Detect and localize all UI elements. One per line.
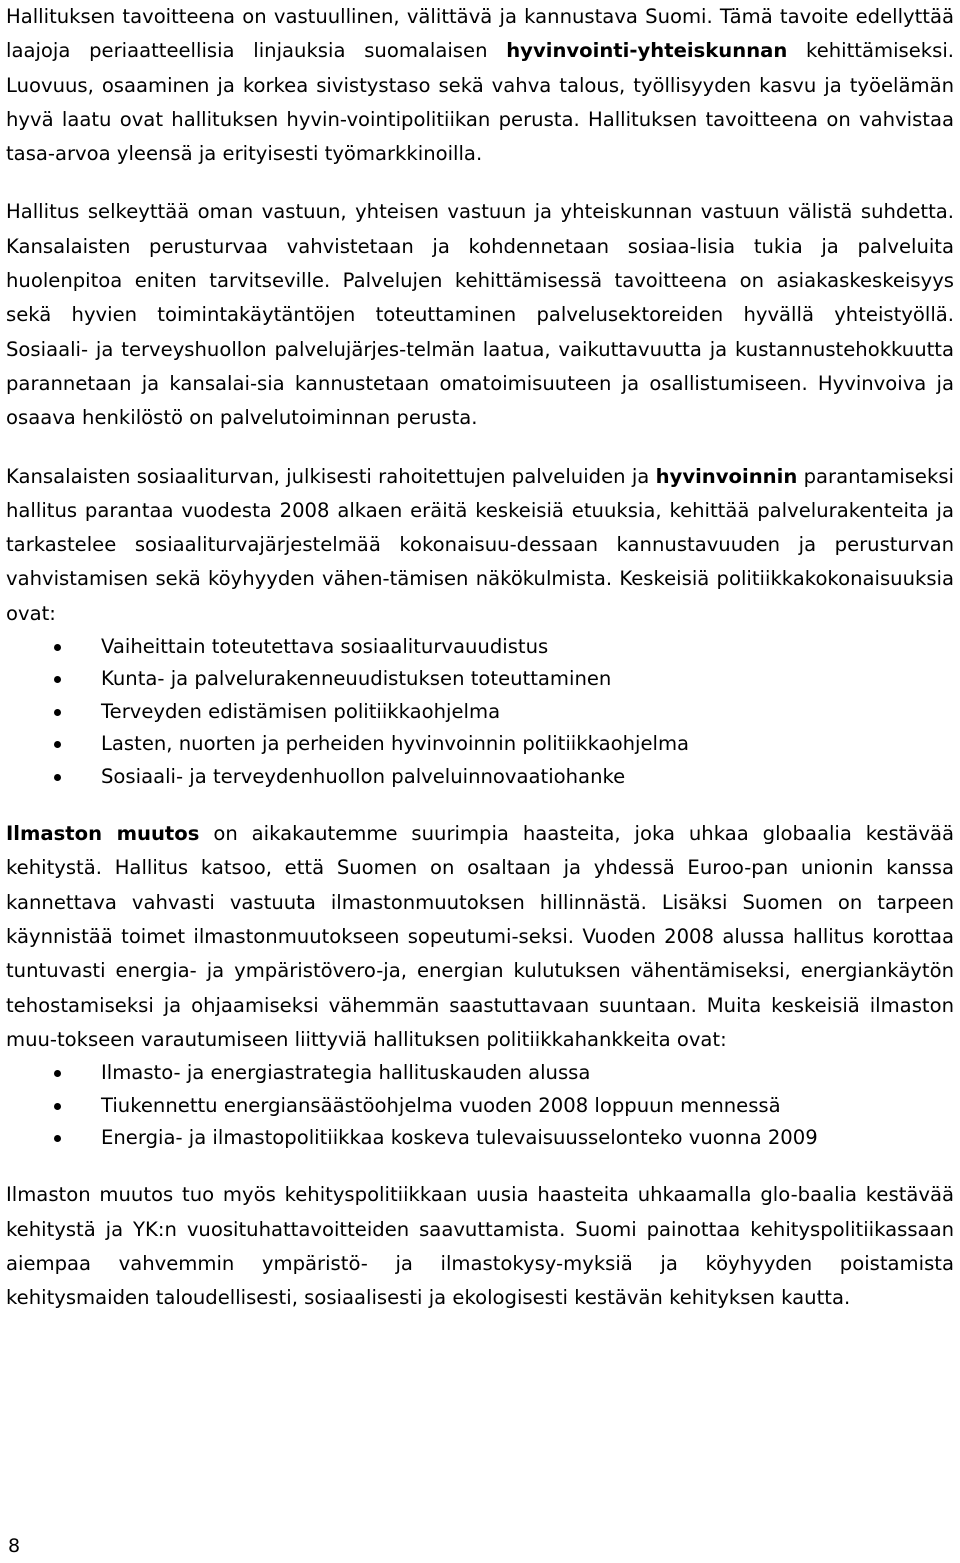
paragraph-responsibility [6, 195, 954, 435]
list-item: Sosiaali- ja terveydenhuollon palveluinnovaatiohanke [6, 761, 954, 793]
list-item: Terveyden edistämisen politiikkaohjelma [6, 696, 954, 728]
document-body [6, 0, 954, 1340]
list-item: Tiukennettu energiansäästöohjelma vuoden 2008 loppuun mennessä [6, 1090, 954, 1122]
list-item: Vaiheittain toteutettava sosiaaliturvauudistus [6, 631, 954, 663]
bold-term-ilmaston-muutos: Ilmaston muutos [6, 822, 200, 846]
paragraph-social-security [6, 460, 954, 631]
paragraph-government-goal [6, 0, 954, 171]
welfare-policy-list [6, 631, 954, 793]
bold-term-hyvinvointiyhteiskunnan: hyvinvointi-yhteiskunnan [506, 39, 788, 63]
paragraph-text: Kansalaisten sosiaaliturvan, julkisesti rahoitettujen palveluiden ja [6, 464, 656, 488]
climate-policy-list [6, 1057, 954, 1154]
list-item: Energia- ja ilmastopolitiikkaa koskeva tulevaisuusselonteko vuonna 2009 [6, 1122, 954, 1154]
paragraph-text: parantamiseksi hallitus parantaa vuodesta 2008 alkaen eräitä keskeisiä etuuksia, kehittää palvelurakenteita ja tarkastelee sosiaaliturvajärjestelmää kokonaisuu-dessaan kannustavuuden ja perusturvan vahvistamisen sekä köyhyyden vähen-tämisen näkökulmista. Keskeisiä politiikkakokonaisuuksia ovat: [6, 464, 954, 625]
bold-term-hyvinvoinnin: hyvinvoinnin [655, 464, 798, 488]
page-number: 8 [8, 1535, 21, 1557]
paragraph-text: Hallitus selkeyttää oman vastuun, yhteisen vastuun ja yhteiskunnan vastuun välistä suhdetta. Kansalaisten perusturvaa vahvistetaan ja kohdennetaan sosiaa-lisia tukia ja palveluita huolenpitoa eniten tarvitseville. Palvelujen kehittämisessä tavoitteena on asiakaskeskeisyys sekä hyvien toimintakäytäntöjen toteuttaminen palvelusektoreiden hyvällä yhteistyöllä. Sosiaali- ja terveyshuollon palvelujärjes-telmän laatua, vaikuttavuutta ja kustannustehokkuutta parannetaan ja kansalai-sia kannustetaan omatoimisuuteen ja osallistumiseen. Hyvinvoiva ja osaava henkilöstö on palvelutoiminnan perusta. [6, 200, 954, 430]
paragraph-climate-change [6, 817, 954, 1057]
list-item: Lasten, nuorten ja perheiden hyvinvoinnin politiikkaohjelma [6, 728, 954, 760]
paragraph-text: Ilmaston muutos tuo myös kehityspolitiikkaan uusia haasteita uhkaamalla glo-baalia kestävää kehitystä ja YK:n vuosituhattavoitteiden saavuttamista. Suomi painottaa kehityspolitiikassaan aiempaa vahvemmin ympäristö- ja ilmastokysy-myksiä ja köyhyyden poistamista kehitysmaiden taloudellisesti, sosiaalisesti ja ekologisesti kestävän kehityksen kautta. [6, 1183, 954, 1310]
list-item: Kunta- ja palvelurakenneuudistuksen toteuttaminen [6, 663, 954, 695]
paragraph-text: kehittämiseksi. Luovuus, osaaminen ja korkea sivistystaso sekä vahva talous, työllisyyden kasvu ja työelämän hyvä laatu ovat hallituksen hyvin-vointipolitiikan perusta. Hallituksen tavoitteena on vahvistaa tasa-arvoa yleensä ja erityisesti työmarkkinoilla. [6, 39, 955, 166]
list-item: Ilmasto- ja energiastrategia hallituskauden alussa [6, 1057, 954, 1089]
paragraph-text: on aikakautemme suurimpia haasteita, joka uhkaa globaalia kestävää kehitystä. Hallitus katsoo, että Suomen on osaltaan ja yhdessä Euroo-pan unionin kanssa kannettava vahvasti vastuuta ilmastonmuutoksen hillinnästä. Lisäksi Suomen on tarpeen käynnistää toimet ilmastonmuutokseen sopeutumi-seksi. Vuoden 2008 alussa hallitus korottaa tuntuvasti energia- ja ympäristövero-ja, energian kulutuksen vähentämiseksi, energiankäytön tehostamiseksi ja ohjaamiseksi vähemmän saastuttavaan suuntaan. Muita keskeisiä ilmaston muu-tokseen varautumiseen liittyviä hallituksen politiikkahankkeita ovat: [6, 822, 954, 1051]
paragraph-text: Hallituksen tavoitteena on vastuullinen, välittävä ja kannustava Suomi. Tämä tavoite edellyttää laajoja periaatteellisia linjauksia suomalaisen [6, 5, 954, 63]
paragraph-development-policy [6, 1178, 954, 1315]
